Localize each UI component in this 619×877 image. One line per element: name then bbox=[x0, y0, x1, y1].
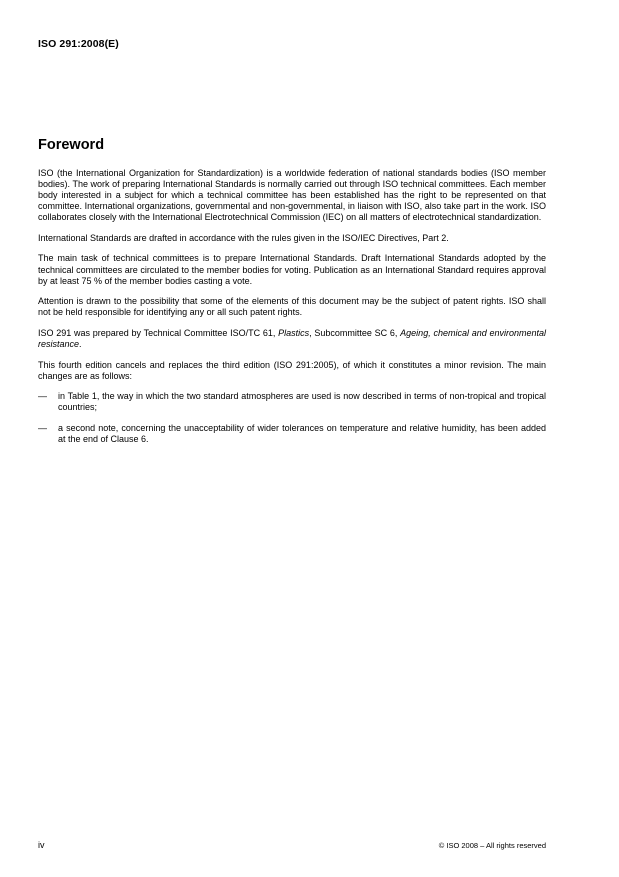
prepared-by-end: . bbox=[79, 338, 82, 349]
paragraph-iso-intro: ISO (the International Organization for Standardization) is a worldwide federation of national standards bodies (ISO member bodies). The work of preparing International Standards is normally carried out through ISO technical committees. Each member body interested in a subject for which a technical committee has been established has the right to be represented on that committee. International organizations, governmental and non-governmental, in liaison with ISO, also take part in the work. ISO collaborates closely with the International Electrotechnical Commission (IEC) on all matters of electrotechnical standardization. bbox=[38, 168, 546, 223]
prepared-by-text: ISO 291 was prepared by Technical Committee ISO/TC 61, bbox=[38, 327, 279, 338]
list-item bbox=[38, 423, 546, 445]
paragraph-main-task: The main task of technical committees is to prepare International Standards. Draft International Standards adopted by the technical committees are circulated to the member bodies for voting. Publication as an International Standard requires approval by at least 75 % of the member bodies casting a vote. bbox=[38, 253, 546, 286]
dash-bullet: — bbox=[38, 391, 47, 402]
page-title: Foreword bbox=[38, 137, 105, 153]
plastics-title: Plastics bbox=[278, 327, 310, 338]
changes-list bbox=[38, 391, 546, 445]
subcommittee-title: Ageing, chemical and environmental resistance bbox=[38, 327, 546, 349]
list-item bbox=[38, 391, 546, 413]
subcommittee-text: , Subcommittee SC 6, bbox=[309, 327, 401, 338]
page-number: iv bbox=[38, 840, 45, 850]
paragraph-patent-rights: Attention is drawn to the possibility that some of the elements of this document may be the subject of patent rights. ISO shall not be held responsible for identifying any or all such patent rights. bbox=[38, 296, 546, 318]
paragraph-edition: This fourth edition cancels and replaces the third edition (ISO 291:2005), of which it constitutes a minor revision. The main changes are as follows: bbox=[38, 359, 546, 381]
document-id: ISO 291:2008(E) bbox=[38, 38, 119, 50]
foreword-body bbox=[38, 168, 546, 455]
copyright-notice: © ISO 2008 – All rights reserved bbox=[438, 841, 546, 850]
paragraph-prepared-by bbox=[38, 328, 546, 350]
paragraph-drafting-rules: International Standards are drafted in accordance with the rules given in the ISO/IEC Directives, Part 2. bbox=[38, 232, 449, 243]
change-item-table1: in Table 1, the way in which the two standard atmospheres are used is now described in terms of non-tropical and tropical countries; bbox=[58, 391, 546, 413]
dash-bullet: — bbox=[38, 422, 47, 433]
change-item-second-note: a second note, concerning the unacceptability of wider tolerances on temperature and relative humidity, has been added at the end of Clause 6. bbox=[58, 422, 546, 444]
